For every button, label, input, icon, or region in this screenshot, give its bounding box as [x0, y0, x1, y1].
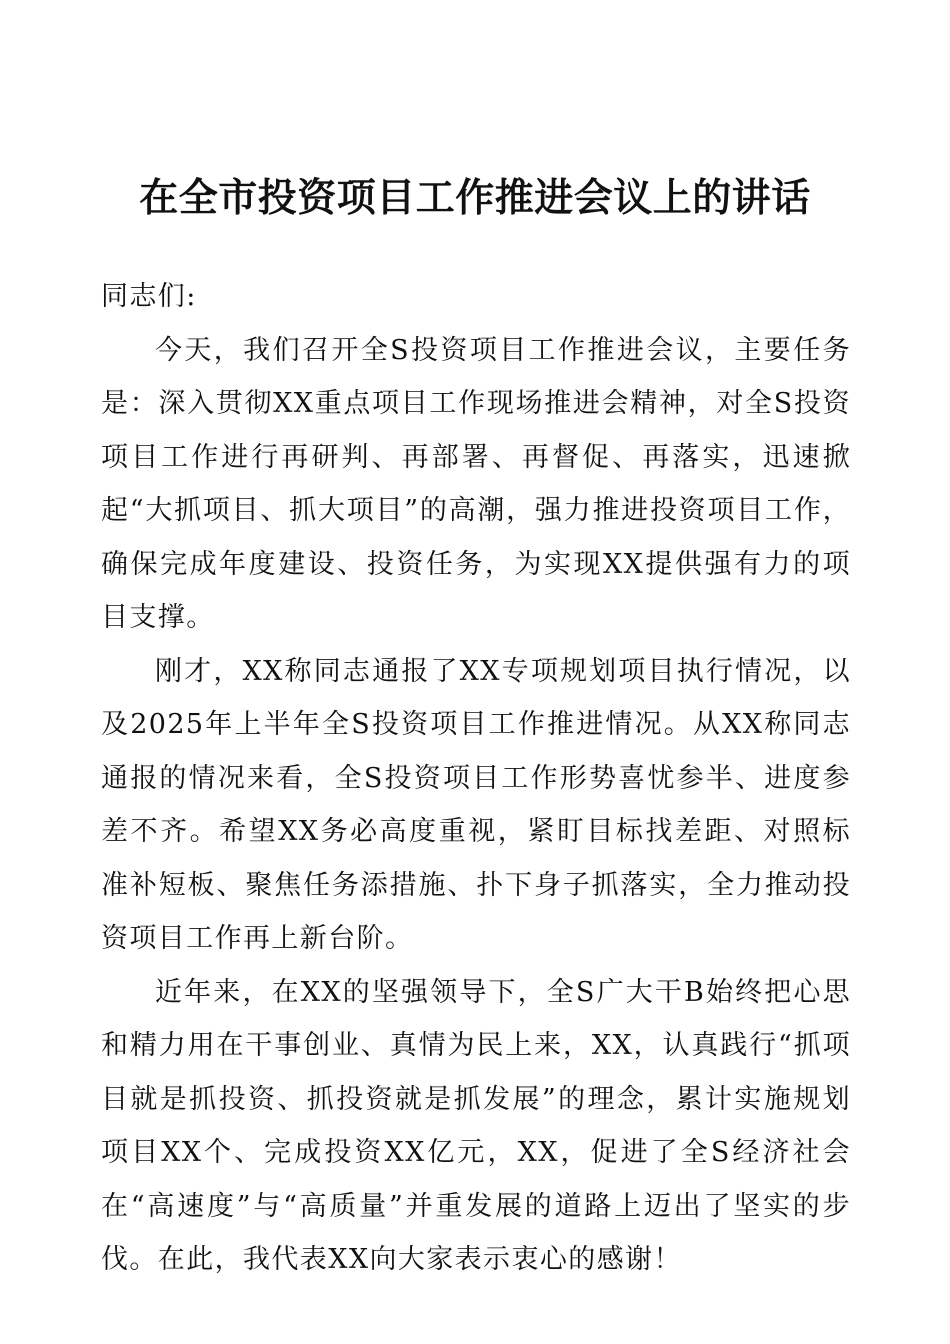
- speech-body: [101, 270, 851, 1287]
- paragraph-achievements: 近年来，在XX的坚强领导下，全S广大干B始终把心思和精力用在干事创业、真情为民上来，XX，认真践行“抓项目就是抓投资、抓投资就是抓发展”的理念，累计实施规划项目XX个、完成投资XX亿元，XX，促进了全S经济社会在“高速度”与“高质量”并重发展的道路上迈出了坚实的步伐。在此，我代表XX向大家表示衷心的感谢！: [101, 976, 851, 1275]
- salutation: 同志们:: [101, 281, 197, 312]
- paragraph-opening: 今天，我们召开全S投资项目工作推进会议，主要任务是：深入贯彻XX重点项目工作现场推进会精神，对全S投资项目工作进行再研判、再部署、再督促、再落实，迅速掀起“大抓项目、抓大项目”的高潮，强力推进投资项目工作，确保完成年度建设、投资任务，为实现XX提供强有力的项目支撑。: [101, 334, 851, 633]
- paragraph-report-review: 刚才，XX称同志通报了XX专项规划项目执行情况，以及2025年上半年全S投资项目工作推进情况。从XX称同志通报的情况来看，全S投资项目工作形势喜忧参半、进度参差不齐。希望XX务必高度重视，紧盯目标找差距、对照标准补短板、聚焦任务添措施、扑下身子抓落实，全力推动投资项目工作再上新台阶。: [101, 655, 851, 954]
- page-title: 在全市投资项目工作推进会议上的讲话: [139, 175, 811, 221]
